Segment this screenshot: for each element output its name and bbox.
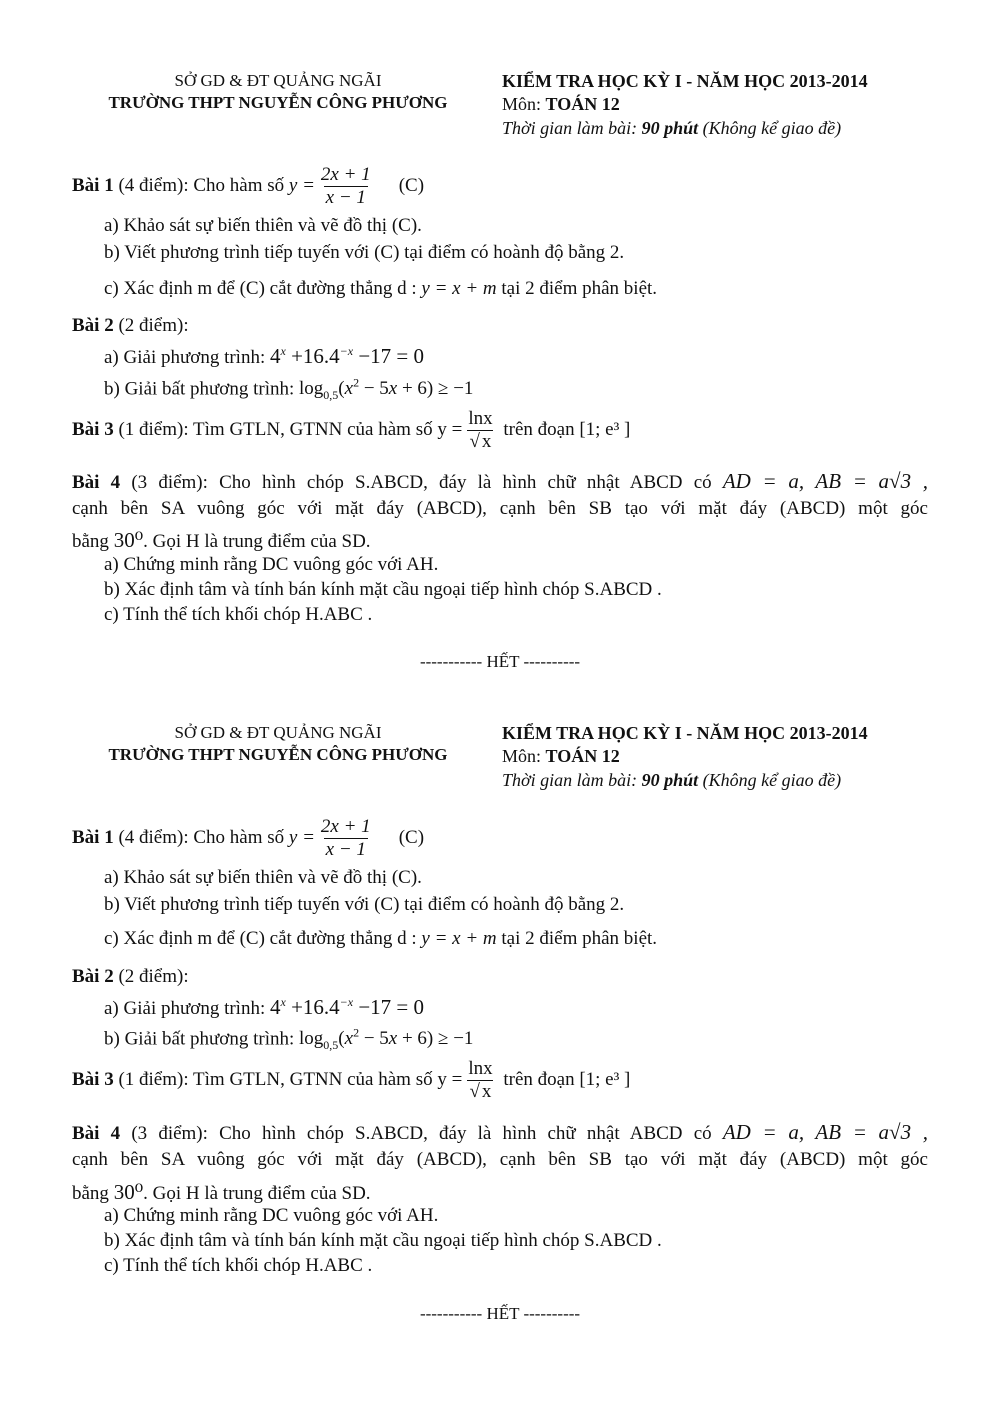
- time-line: [502, 770, 841, 791]
- q4-line3-tail: . Gọi H là trung điểm của SD.: [143, 531, 371, 552]
- q2-part-a: [104, 344, 424, 369]
- q2-b-math: $\log_{0,5}(x^2 - 5x + 6) \ge -1$: [299, 1026, 474, 1053]
- q4-angle: 30⁰: [113, 1180, 144, 1204]
- q4-math: AD = a, AB = a√3 ,: [722, 469, 929, 493]
- q4-line3-text: bằng: [72, 1183, 114, 1204]
- time-suffix: (Không kể giao đề): [698, 770, 842, 790]
- q2-a-text: a) Giải phương trình:: [104, 998, 270, 1019]
- q2-part-a: [104, 995, 424, 1020]
- department-name: SỞ GD & ĐT QUẢNG NGÃI: [174, 71, 382, 90]
- q3-fraction: [466, 1058, 494, 1103]
- q4-part-b: b) Xác định tâm và tính bán kính mặt cầu ngoại tiếp hình chóp S.ABCD .: [104, 579, 662, 600]
- department-name: SỞ GD & ĐT QUẢNG NGÃI: [174, 723, 382, 742]
- q1-numerator: 2x + 1: [320, 164, 371, 185]
- q2-stem: [72, 315, 189, 337]
- q2-stem: [72, 966, 189, 988]
- q1-numerator: 2x + 1: [320, 816, 371, 837]
- q1-c-math: y = x + m: [421, 928, 497, 949]
- q1-c-math: y = x + m: [421, 278, 497, 299]
- q3-interval: trên đoạn [1; e³ ]: [498, 1068, 631, 1090]
- q4-line-3: [72, 1180, 371, 1205]
- q3-denominator: √ x: [469, 1081, 492, 1102]
- q1-fraction: [319, 164, 373, 209]
- q4-line-3: [72, 528, 371, 553]
- q2-b-text: b) Giải bất phương trình:: [104, 1028, 300, 1050]
- time-line: [502, 118, 841, 139]
- subject-line: [502, 746, 620, 767]
- subject-label: Môn:: [502, 746, 546, 766]
- q3-y-eq: y =: [437, 1068, 463, 1090]
- q1-curve-label: (C): [398, 826, 425, 848]
- q1-c-tail: tại 2 điểm phân biệt.: [496, 278, 658, 299]
- q1-c-text: c) Xác định m để (C) cắt đường thẳng d :: [104, 928, 422, 949]
- q3-fraction: [466, 408, 494, 453]
- q1-part-c: [104, 278, 657, 300]
- q4-part-b: b) Xác định tâm và tính bán kính mặt cầu ngoại tiếp hình chóp S.ABCD .: [104, 1230, 662, 1251]
- q1-y-eq: y =: [288, 826, 315, 848]
- q2-a-text: a) Giải phương trình:: [104, 347, 270, 368]
- q1-c-text: c) Xác định m để (C) cắt đường thẳng d :: [104, 278, 422, 299]
- q1-points: (4 điểm): Cho hàm số: [113, 174, 289, 196]
- q3-numerator: lnx: [468, 1058, 493, 1079]
- q1-label: Bài 1: [72, 826, 114, 848]
- subject-line: [502, 94, 620, 115]
- q4-line-2: cạnh bên SA vuông góc với mặt đáy (ABCD), cạnh bên SB tạo với mặt đáy (ABCD) một góc: [72, 1149, 928, 1170]
- q3-stem: [72, 1058, 630, 1103]
- time-suffix: (Không kể giao đề): [698, 118, 842, 138]
- q1-part-b: b) Viết phương trình tiếp tuyến với (C) tại điểm có hoành độ bằng 2.: [104, 242, 625, 263]
- q3-stem: [72, 408, 630, 453]
- q2-points: (2 điểm):: [113, 315, 189, 336]
- q1-part-a: a) Khảo sát sự biến thiên và vẽ đồ thị (C).: [104, 215, 422, 236]
- q4-label: Bài 4: [72, 1123, 121, 1144]
- q3-points: (1 điểm): Tìm GTLN, GTNN của hàm số: [113, 1068, 438, 1090]
- q4-math: AD = a, AB = a√3 ,: [722, 1120, 929, 1144]
- q4-part-a: a) Chứng minh rằng DC vuông góc với AH.: [104, 1205, 439, 1226]
- q4-line3-tail: . Gọi H là trung điểm của SD.: [143, 1183, 371, 1204]
- q2-label: Bài 2: [72, 315, 114, 336]
- q4-part-c: c) Tính thể tích khối chóp H.ABC .: [104, 1255, 373, 1276]
- q1-fraction: [319, 816, 373, 861]
- q4-points: (3 điểm): Cho hình chóp S.ABCD, đáy là hình chữ nhật ABCD có: [120, 472, 723, 493]
- time-prefix: Thời gian làm bài:: [502, 770, 642, 790]
- q1-stem: [72, 164, 424, 209]
- exam-title: KIỂM TRA HỌC KỲ I - NĂM HỌC 2013-2014: [502, 723, 868, 743]
- q4-line-1: [72, 469, 928, 494]
- q1-part-a: a) Khảo sát sự biến thiên và vẽ đồ thị (C).: [104, 867, 422, 888]
- q4-angle: 30⁰: [113, 528, 144, 552]
- q4-label: Bài 4: [72, 472, 121, 493]
- end-marker: ----------- HẾT ----------: [419, 652, 581, 671]
- time-value: 90 phút: [641, 118, 699, 138]
- q2-part-b: [104, 376, 473, 403]
- subject-name: TOÁN 12: [545, 746, 620, 766]
- q4-line-1: [72, 1120, 928, 1145]
- q4-part-a: a) Chứng minh rằng DC vuông góc với AH.: [104, 554, 439, 575]
- q1-points: (4 điểm): Cho hàm số: [113, 826, 289, 848]
- q1-stem: [72, 816, 424, 861]
- q4-points: (3 điểm): Cho hình chóp S.ABCD, đáy là hình chữ nhật ABCD có: [120, 1123, 723, 1144]
- q1-part-c: [104, 928, 657, 950]
- q3-label: Bài 3: [72, 1068, 114, 1090]
- subject-label: Môn:: [502, 94, 546, 114]
- q2-a-math: $4^x +16.4^{-x} -17 = 0$: [269, 344, 425, 368]
- q3-label: Bài 3: [72, 418, 114, 440]
- q3-interval: trên đoạn [1; e³ ]: [498, 418, 631, 440]
- school-name: TRƯỜNG THPT NGUYỄN CÔNG PHƯƠNG: [108, 745, 448, 764]
- q3-denominator: √ x: [469, 431, 492, 452]
- q2-part-b: [104, 1026, 473, 1053]
- q2-label: Bài 2: [72, 966, 114, 987]
- q1-label: Bài 1: [72, 174, 114, 196]
- exam-title: KIỂM TRA HỌC KỲ I - NĂM HỌC 2013-2014: [502, 71, 868, 91]
- subject-name: TOÁN 12: [545, 94, 620, 114]
- q4-part-c: c) Tính thể tích khối chóp H.ABC .: [104, 604, 373, 625]
- q1-denominator: x − 1: [325, 187, 366, 208]
- end-marker: ----------- HẾT ----------: [419, 1304, 581, 1323]
- q2-points: (2 điểm):: [113, 966, 189, 987]
- q3-numerator: lnx: [468, 408, 493, 429]
- q3-y-eq: y =: [437, 418, 463, 440]
- q4-line-2: cạnh bên SA vuông góc với mặt đáy (ABCD), cạnh bên SB tạo với mặt đáy (ABCD) một góc: [72, 498, 928, 519]
- q1-y-eq: y =: [288, 174, 315, 196]
- q1-curve-label: (C): [398, 174, 425, 196]
- q1-denominator: x − 1: [325, 839, 366, 860]
- q1-part-b: b) Viết phương trình tiếp tuyến với (C) tại điểm có hoành độ bằng 2.: [104, 894, 625, 915]
- q2-b-text: b) Giải bất phương trình:: [104, 378, 300, 400]
- q2-a-math: $4^x +16.4^{-x} -17 = 0$: [269, 995, 425, 1019]
- school-name: TRƯỜNG THPT NGUYỄN CÔNG PHƯƠNG: [108, 93, 448, 112]
- q2-b-math: $\log_{0,5}(x^2 - 5x + 6) \ge -1$: [299, 376, 474, 403]
- time-value: 90 phút: [641, 770, 699, 790]
- q3-points: (1 điểm): Tìm GTLN, GTNN của hàm số: [113, 418, 438, 440]
- time-prefix: Thời gian làm bài:: [502, 118, 642, 138]
- q1-c-tail: tại 2 điểm phân biệt.: [496, 928, 658, 949]
- q4-line3-text: bằng: [72, 531, 114, 552]
